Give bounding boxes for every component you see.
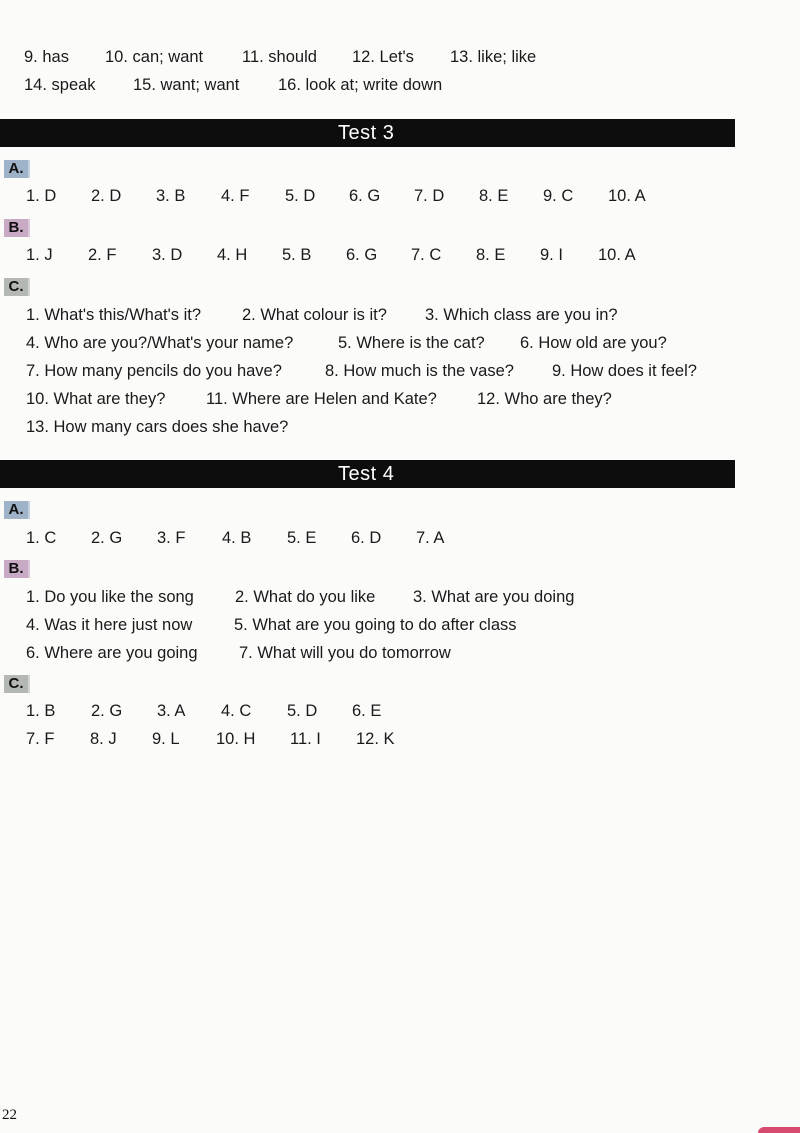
answer-item: 4. F — [221, 187, 250, 205]
answer-item: 16. look at; write down — [278, 76, 443, 94]
answer-item: 2. F — [88, 246, 117, 264]
answer-item: 11. should — [242, 48, 317, 66]
answer-item: 9. How does it feel? — [552, 362, 697, 380]
answer-item: 8. E — [476, 246, 506, 264]
answer-item: 5. What are you going to do after class — [234, 616, 517, 634]
answer-item: 1. C — [26, 529, 57, 547]
answer-item: 9. has — [24, 48, 69, 66]
answer-item: 8. How much is the vase? — [325, 362, 514, 380]
answer-item: 2. What colour is it? — [242, 306, 387, 324]
answer-item: 13. like; like — [450, 48, 537, 66]
answer-item: 10. A — [598, 246, 636, 264]
answer-item: 8. E — [479, 187, 509, 205]
answer-item: 4. C — [221, 702, 252, 720]
answer-item: 7. C — [411, 246, 442, 264]
answer-item: 3. D — [152, 246, 183, 264]
answer-item: 1. Do you like the song — [26, 588, 194, 606]
answer-item: 7. D — [414, 187, 445, 205]
answer-item: 6. G — [346, 246, 378, 264]
answer-item: 3. Which class are you in? — [425, 306, 618, 324]
answer-item: 7. F — [26, 730, 55, 748]
page-number: 22 — [2, 1107, 17, 1123]
answer-item: 4. Was it here just now — [26, 616, 193, 634]
answer-item: 5. B — [282, 246, 312, 264]
answer-item: 4. Who are you?/What's your name? — [26, 334, 294, 352]
answer-item: 1. J — [26, 246, 53, 264]
answer-item: 6. Where are you going — [26, 644, 198, 662]
answer-item: 3. F — [157, 529, 186, 547]
section-a-tag: A. — [4, 501, 30, 519]
answer-item: 2. G — [91, 529, 123, 547]
answer-item: 12. Let's — [352, 48, 414, 66]
answer-item: 4. B — [222, 529, 252, 547]
test-3-title: Test 3 — [338, 122, 395, 144]
answer-item: 3. A — [157, 702, 186, 720]
answer-item: 1. B — [26, 702, 56, 720]
section-b-tag: B. — [4, 219, 30, 237]
answer-item: 10. can; want — [105, 48, 204, 66]
answer-item: 11. I — [290, 730, 321, 748]
answer-item: 6. E — [352, 702, 382, 720]
answer-item: 3. What are you doing — [413, 588, 575, 606]
answer-item: 6. D — [351, 529, 382, 547]
section-c-tag: C. — [4, 278, 30, 296]
answer-item: 2. D — [91, 187, 122, 205]
section-b-tag: B. — [4, 560, 30, 578]
answer-item: 9. I — [540, 246, 563, 264]
answer-item: 10. What are they? — [26, 390, 166, 408]
section-c-tag: C. — [4, 675, 30, 693]
answer-item: 7. What will you do tomorrow — [239, 644, 451, 662]
answer-item: 10. H — [216, 730, 256, 748]
test-4-title: Test 4 — [338, 463, 395, 485]
answer-item: 3. B — [156, 187, 186, 205]
answer-item: 5. E — [287, 529, 317, 547]
test-4-title-bar — [0, 460, 735, 488]
corner-accent — [758, 1127, 800, 1133]
answer-item: 7. A — [416, 529, 445, 547]
answer-item: 14. speak — [24, 76, 96, 94]
answer-item: 1. D — [26, 187, 57, 205]
section-a-tag: A. — [4, 160, 30, 178]
answer-item: 12. Who are they? — [477, 390, 612, 408]
answer-item: 9. L — [152, 730, 180, 748]
answer-item: 7. How many pencils do you have? — [26, 362, 282, 380]
answer-item: 2. G — [91, 702, 123, 720]
answer-item: 2. What do you like — [235, 588, 376, 606]
answer-item: 13. How many cars does she have? — [26, 418, 289, 436]
answer-item: 12. K — [356, 730, 395, 748]
answer-item: 10. A — [608, 187, 646, 205]
answer-item: 8. J — [90, 730, 117, 748]
answer-item: 1. What's this/What's it? — [26, 306, 202, 324]
answer-item: 4. H — [217, 246, 248, 264]
answer-item: 15. want; want — [133, 76, 240, 94]
answer-item: 6. G — [349, 187, 381, 205]
answer-item: 9. C — [543, 187, 574, 205]
answer-item: 11. Where are Helen and Kate? — [206, 390, 437, 408]
test-3-title-bar — [0, 119, 735, 147]
answer-item: 5. D — [285, 187, 316, 205]
answer-item: 5. Where is the cat? — [338, 334, 485, 352]
answer-item: 6. How old are you? — [520, 334, 667, 352]
answer-item: 5. D — [287, 702, 318, 720]
